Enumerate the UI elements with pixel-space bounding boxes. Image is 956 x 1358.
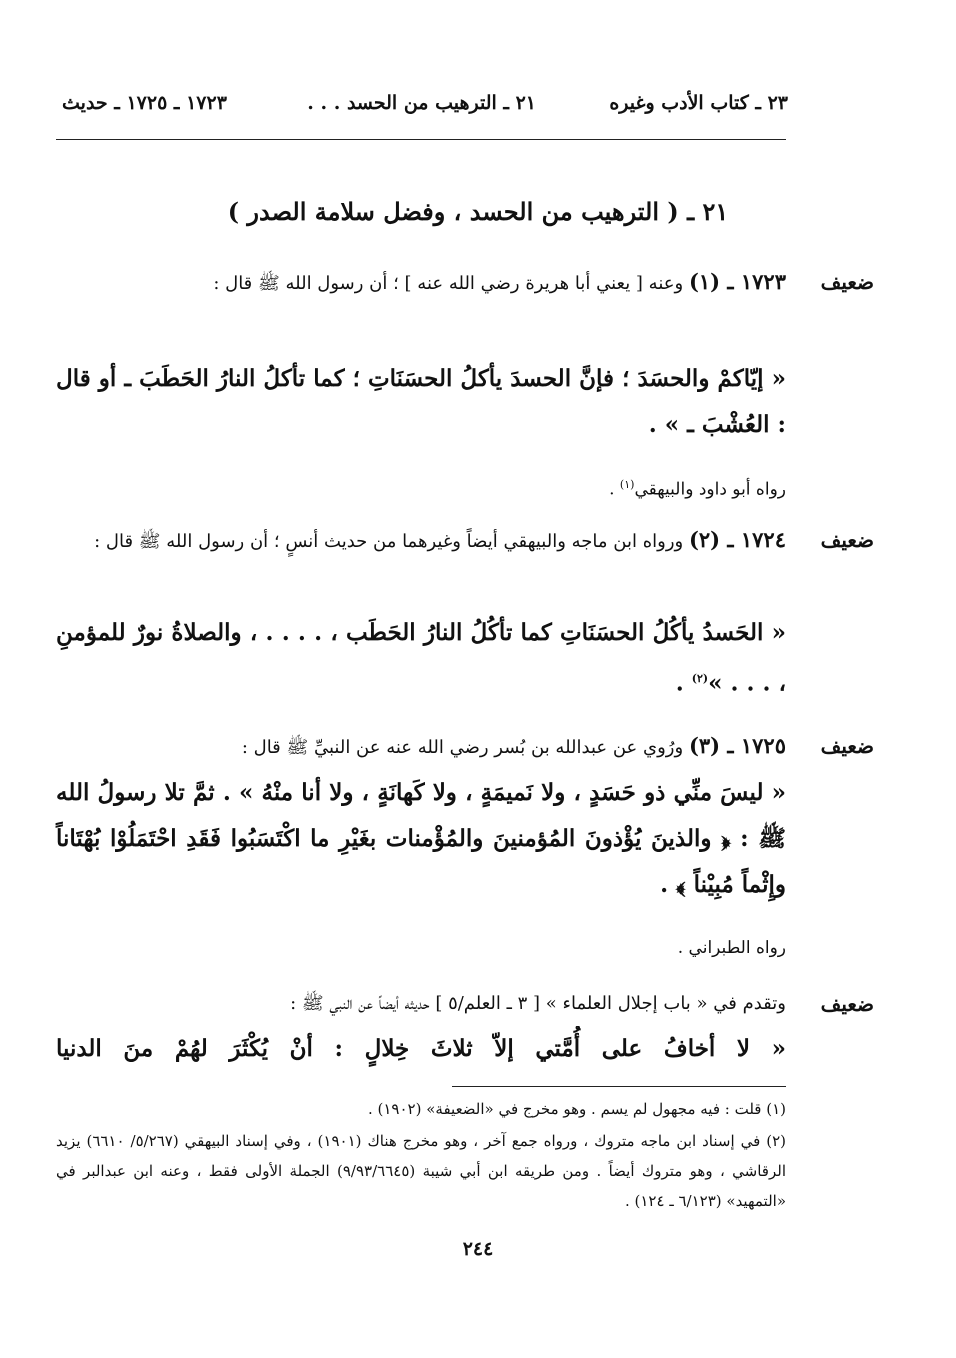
footnote-ref[interactable]: (٢) xyxy=(691,672,709,685)
hadith-quote: « ليسَ منِّي ذو حَسَدٍ ، ولا نَميمَةٍ ، ولا كَهانَةٍ ، ولا أنا منْهُ » . ثمَّ تلا رسولُ الله ﷺ : ﴿ والذينَ يُؤْذونَ المُؤمنينَ والمُؤْمنات بغَيْرِ ما اكْتَسَبُوا فَقَدِ احْتَمَلُوْا بُهْتَاناً وإِثْماً مُبِيْناً ﴾ . xyxy=(56,779,786,898)
footnote-rule xyxy=(452,1086,786,1087)
page-number: ٢٤٤ xyxy=(462,1238,494,1260)
hadith-source: رواه الطبراني . xyxy=(677,938,786,958)
grade-label: ضعيف xyxy=(820,734,874,758)
hadith-number: ١٧٢٥ ـ (٣) xyxy=(688,733,786,758)
footnote: (٢) في إسناد ابن ماجه متروك ، ورواه جمع آخر ، وهو مخرج هناك (١٩٠١) ، وفي إسناد البيهقي (٥/٢٦٧/ ٦٦١٠) يزيد الرقاشي ، وهو متروك أيضاً . ومن طريقه ابن أبي شيبة (٩/٩٣/٦٦٤٥) الجملة الأولى فقط ، وعنه ابن عبدالبر في «التمهيد» (٦/١٢٣ ـ ١٢٤) . xyxy=(56,1132,786,1210)
hadith-intro-text: وعنه [ يعني أبا هريرة رضي الله عنه ] ؛ أن رسول الله ﷺ قال : xyxy=(213,273,684,294)
chapter-title: ٢١ ـ ( الترهيب من الحسد ، وفضل سلامة الصدر ) xyxy=(227,197,729,226)
footnote: (١) قلت : فيه مجهول لم يسم . وهو مخرج في «الضعيفة» (١٩٠٢) . xyxy=(367,1100,786,1118)
grade-label: ضعيف xyxy=(820,992,874,1016)
hadith-intro xyxy=(56,524,786,557)
footnote-ref[interactable]: (١) xyxy=(619,478,635,491)
header-rule xyxy=(56,139,786,140)
hadith-number: ١٧٢٤ ـ (٢) xyxy=(688,527,786,552)
running-head-book: ٢٣ ـ كتاب الأدب وغيره xyxy=(609,92,788,114)
hadith-quote-text: « الحَسدُ يأكُلُ الحسَنَاتِ كما تأكُلُ النارُ الحَطَب ، . . . . ، والصلاةُ نورٌ للمؤمنِ ، . . . » xyxy=(56,619,786,697)
running-head-hadith-range: ١٧٢٣ ـ ١٧٢٥ ـ حديث xyxy=(62,92,227,114)
hadith-quote: « الحَسدُ يأكُلُ الحسَنَاتِ كما تأكُلُ النارُ الحَطَب ، . . . . ، والصلاةُ نورٌ للمؤمنِ ، . . . »$^{(٢)}$ . xyxy=(56,619,786,697)
running-head-chapter: ٢١ ـ الترهيب من الحسد . . . xyxy=(307,92,536,114)
hadith-intro: وتقدم في « باب إجلال العلماء » [ ٣ ـ العلم/٥ ] حديثه أيضاً عن النبي ﷺ : xyxy=(290,993,786,1014)
hadith-intro xyxy=(56,266,786,299)
hadith-intro xyxy=(56,730,786,763)
hadith-number: ١٧٢٣ ـ (١) xyxy=(688,269,786,294)
hadith-intro-text: ورُوي عن عبدالله بن بُسر رضي الله عنه عن النبيِّ ﷺ قال : xyxy=(241,737,684,758)
hadith-quote: « إيّاكمْ والحسَدَ ؛ فإنَّ الحسدَ يأكلُ الحسَنَاتِ ؛ كما تأكلُ النارُ الحَطَبَ ـ أو قال : العُشْبَ ـ » . xyxy=(56,365,786,438)
source-text: رواه أبو داود والبيهقي xyxy=(634,479,786,500)
grade-label: ضعيف xyxy=(820,270,874,294)
hadith-intro-text: ورواه ابن ماجه والبيهقي أيضاً وغيرهما من حديث أنسٍ ؛ أن رسول الله ﷺ قال : xyxy=(94,531,684,552)
grade-label: ضعيف xyxy=(820,528,874,552)
hadith-quote: « لا أخافُ على أُمَّتي إلاّ ثلاثَ خِلالٍ : أنْ يُكْثَرَ لهُمْ منَ الدنيا xyxy=(56,1035,786,1062)
hadith-source: رواه أبو داود والبيهقي$^{(١)}$ . xyxy=(609,478,786,500)
